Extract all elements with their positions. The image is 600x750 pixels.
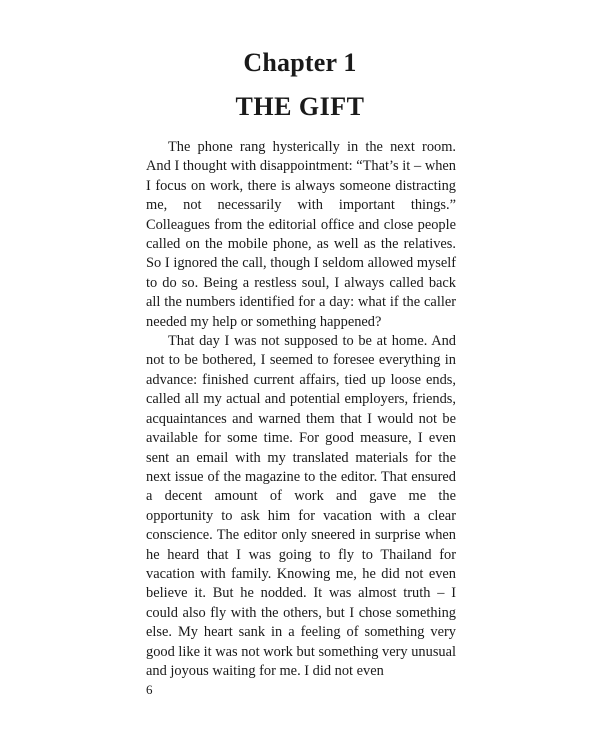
paragraph-1: The phone rang hysterically in the next room. And I thought with disappointment: “That’s it – when I focus on work, there is always someone distracting me, not necessarily with important things.” Colleagues from the editorial office and close people called on the mobile phone, as well as the relatives. So I ignored the call, though I seldom allowed myself to do so. Being a restless soul, I always called back all the numbers identified for a day: what if the caller needed my help or something happened?	[146, 139, 456, 330]
page-number: 6	[146, 682, 153, 697]
chapter-number-heading: Chapter 1	[243, 48, 357, 77]
chapter-body-text	[146, 138, 456, 681]
chapter-title-heading: THE GIFT	[235, 92, 365, 121]
paragraph-2: That day I was not supposed to be at home. And not to be bothered, I seemed to foresee everything in advance: finished current affairs, tied up loose ends, called all my actual and potential employers, friends, acquaintances and warned them that I would not be available for some time. For good measure, I even sent an email with my translated materials for the next issue of the magazine to the editor. That ensured a decent amount of work and gave me the opportunity to ask him for vacation with a clear conscience. The editor only sneered in surprise when he heard that I was going to fly to Thailand for vacation with family. Knowing me, he did not even believe it. But he nodded. It was almost truth – I could also fly with the others, but I chose something else. My heart sank in a feeling of something very good like it was not work but something very unusual and joyous waiting for me. I did not even	[146, 333, 456, 679]
